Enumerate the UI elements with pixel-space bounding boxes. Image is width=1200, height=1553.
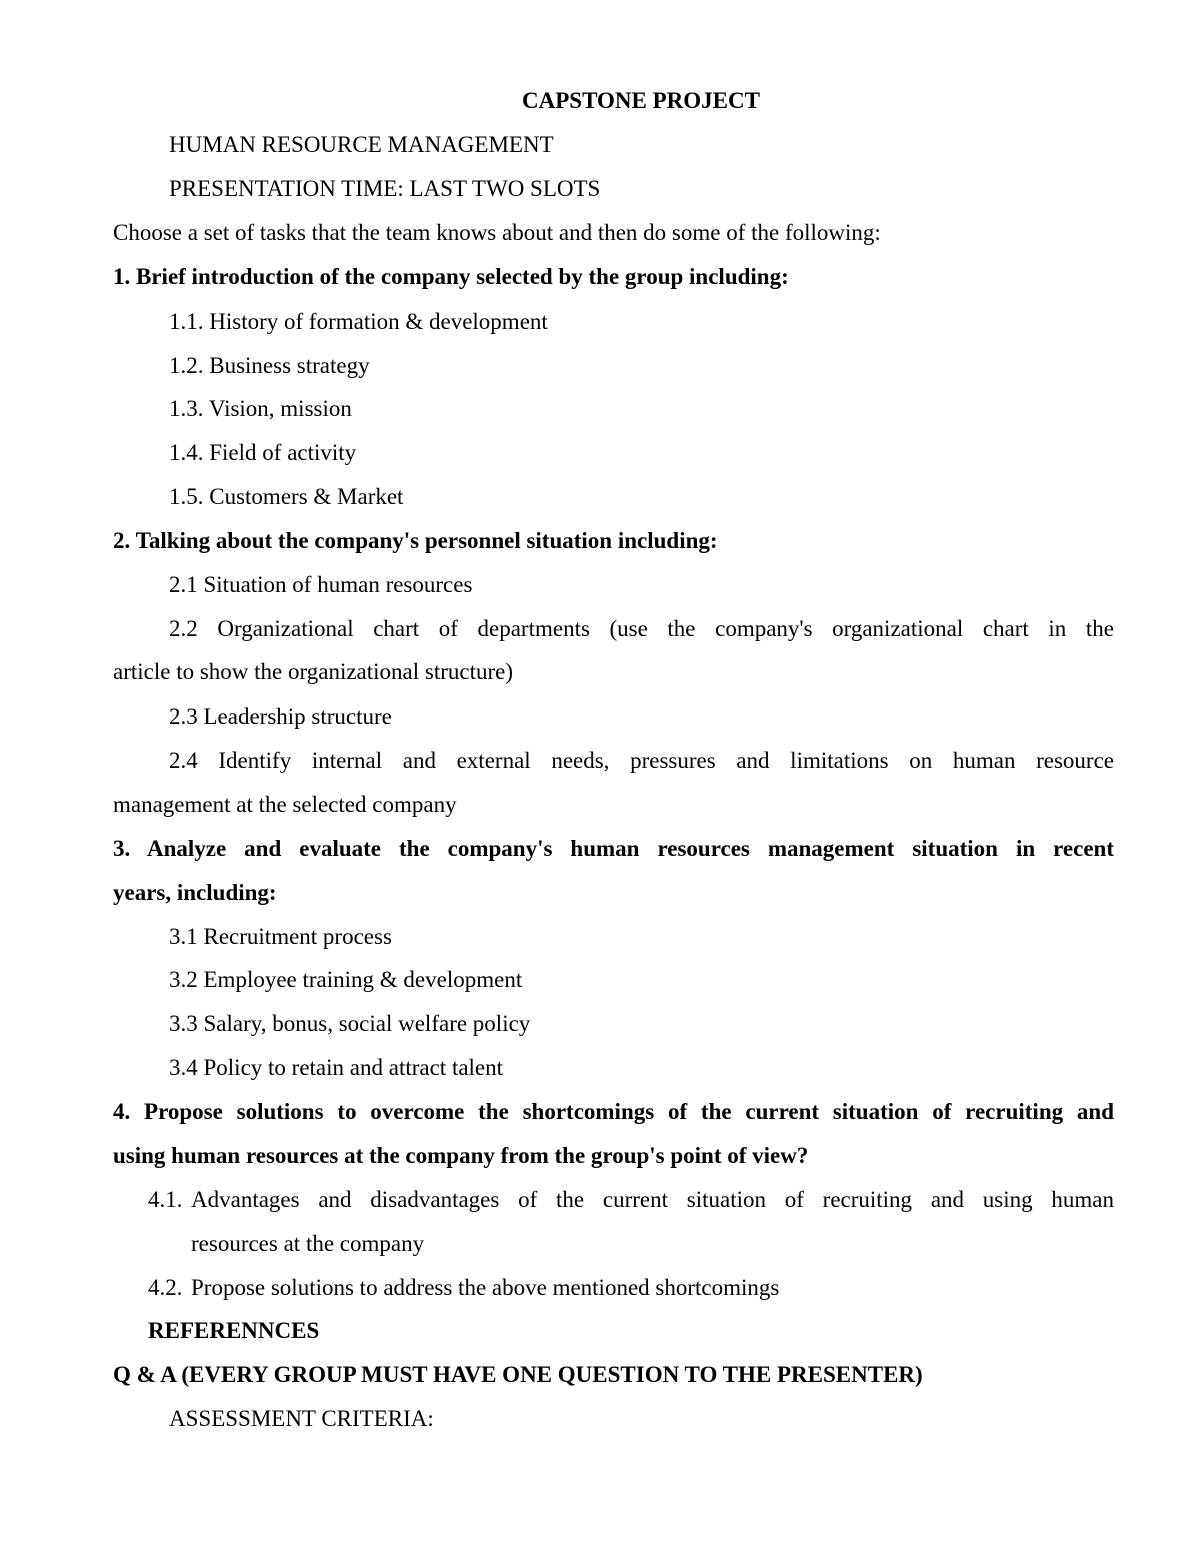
section2-item: 2.3 Leadership structure bbox=[169, 704, 392, 729]
section1-item: 1.5. Customers & Market bbox=[169, 484, 404, 509]
document-title: CAPSTONE PROJECT bbox=[522, 88, 760, 113]
section3-item: 3.3 Salary, bonus, social welfare policy bbox=[169, 1011, 531, 1036]
section2-heading: 2. Talking about the company's personnel situation including: bbox=[113, 528, 718, 553]
assessment-criteria-heading: ASSESSMENT CRITERIA: bbox=[169, 1406, 434, 1431]
section1-item: 1.2. Business strategy bbox=[169, 353, 370, 378]
section1-item: 1.3. Vision, mission bbox=[169, 396, 352, 421]
section4-item-continuation: resources at the company bbox=[191, 1231, 425, 1256]
section3-item: 3.4 Policy to retain and attract talent bbox=[169, 1055, 504, 1080]
section2-item: 2.2 Organizational chart of departments (use the company's organizational chart in the bbox=[169, 616, 1114, 641]
section2-item-continuation: article to show the organizational structure) bbox=[113, 659, 514, 684]
section4-item-advantages bbox=[148, 1185, 1114, 1215]
section4-item-text: Propose solutions to address the above mentioned shortcomings bbox=[191, 1275, 780, 1300]
section1-item: 1.4. Field of activity bbox=[169, 440, 357, 465]
section3-item: 3.1 Recruitment process bbox=[169, 924, 392, 949]
list-number: 4.1. bbox=[148, 1187, 183, 1212]
list-number: 4.2. bbox=[148, 1275, 183, 1300]
presentation-time-line: PRESENTATION TIME: LAST TWO SLOTS bbox=[169, 176, 601, 201]
subject-line: HUMAN RESOURCE MANAGEMENT bbox=[169, 132, 554, 157]
section2-item: 2.1 Situation of human resources bbox=[169, 572, 473, 597]
section2-item: 2.4 Identify internal and external needs, pressures and limitations on human resource bbox=[169, 748, 1114, 773]
references-heading: REFERENNCES bbox=[148, 1318, 320, 1343]
section3-heading-continuation: years, including: bbox=[113, 880, 277, 905]
section1-heading: 1. Brief introduction of the company selected by the group including: bbox=[113, 264, 789, 289]
section4-item-text: Advantages and disadvantages of the current situation of recruiting and using human bbox=[191, 1187, 1114, 1212]
section3-item: 3.2 Employee training & development bbox=[169, 967, 523, 992]
intro-paragraph: Choose a set of tasks that the team knows about and then do some of the following: bbox=[113, 220, 881, 245]
qa-heading: Q & A (EVERY GROUP MUST HAVE ONE QUESTION TO THE PRESENTER) bbox=[113, 1362, 923, 1387]
section2-item-continuation: management at the selected company bbox=[113, 792, 457, 817]
section4-item-solutions bbox=[148, 1273, 1114, 1303]
section3-heading: 3. Analyze and evaluate the company's human resources management situation in recent bbox=[113, 836, 1114, 861]
section4-heading-continuation: using human resources at the company from the group's point of view? bbox=[113, 1143, 809, 1168]
section4-heading: 4. Propose solutions to overcome the shortcomings of the current situation of recruiting and bbox=[113, 1099, 1114, 1124]
section1-item: 1.1. History of formation & development bbox=[169, 309, 548, 334]
